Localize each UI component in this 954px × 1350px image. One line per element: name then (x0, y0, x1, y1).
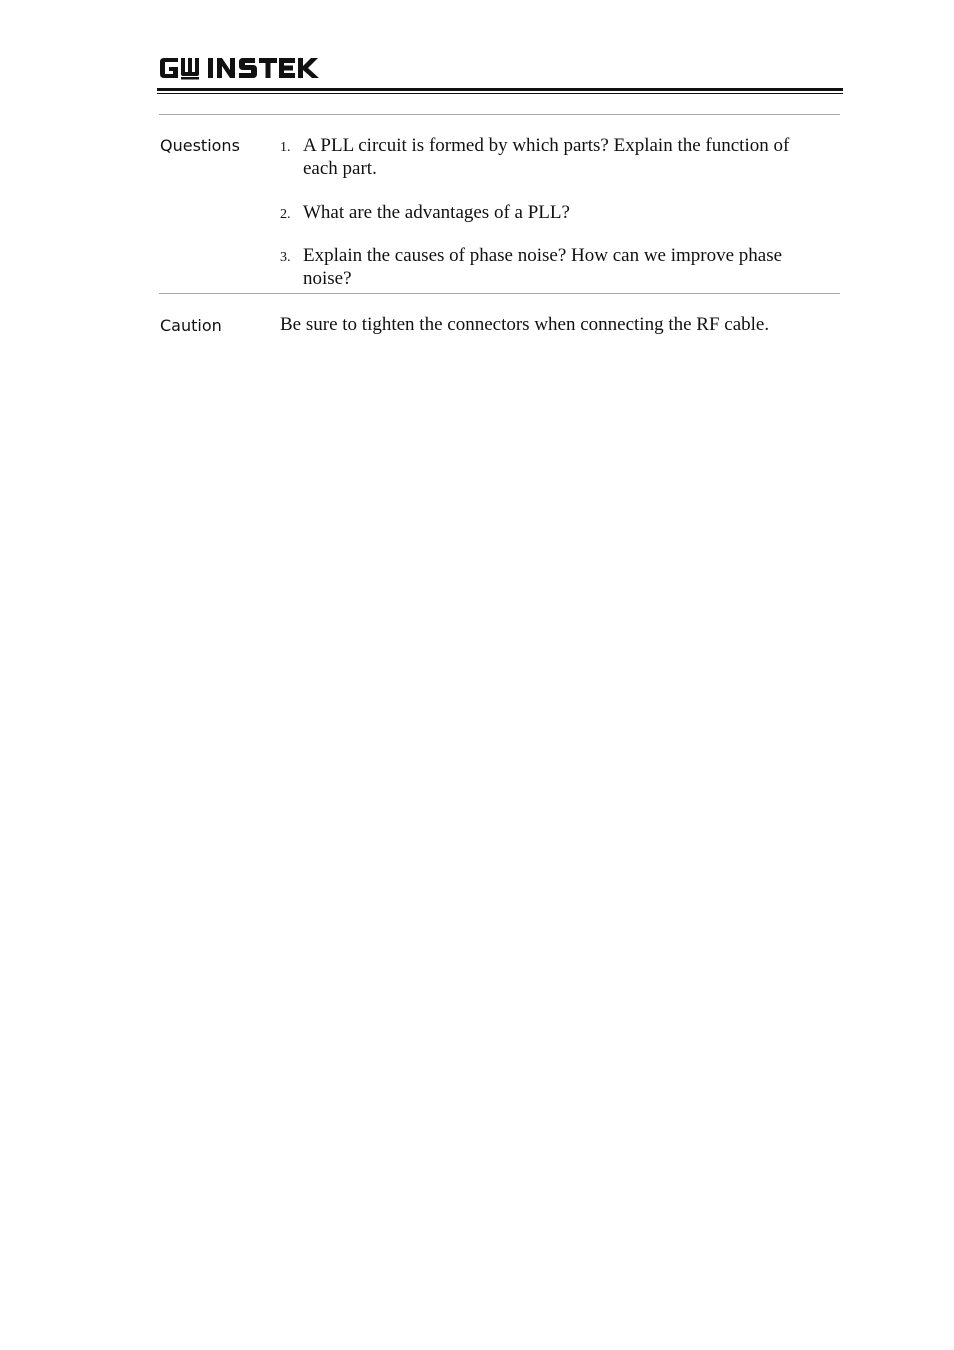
question-number: 1. (280, 140, 291, 155)
questions-label: Questions (160, 136, 240, 155)
question-text: Explain the causes of phase noise? How can we improve phase noise? (303, 245, 783, 289)
section-divider (159, 293, 840, 294)
header-rule-thin (157, 93, 843, 94)
question-text: What are the advantages of a PLL? (303, 202, 570, 223)
section-divider-top (159, 114, 840, 115)
gw-instek-logo (158, 54, 322, 82)
question-text: A PLL circuit is formed by which parts? Explain the function of each part. (303, 135, 790, 179)
caution-text: Be sure to tighten the connectors when connecting the RF cable. (280, 314, 770, 335)
header-rule (157, 88, 843, 91)
caution-label: Caution (160, 316, 222, 335)
question-item-2 (280, 201, 828, 224)
question-number: 2. (280, 207, 291, 222)
question-item-3 (280, 244, 828, 290)
question-item-1 (280, 134, 828, 180)
question-number: 3. (280, 250, 291, 265)
